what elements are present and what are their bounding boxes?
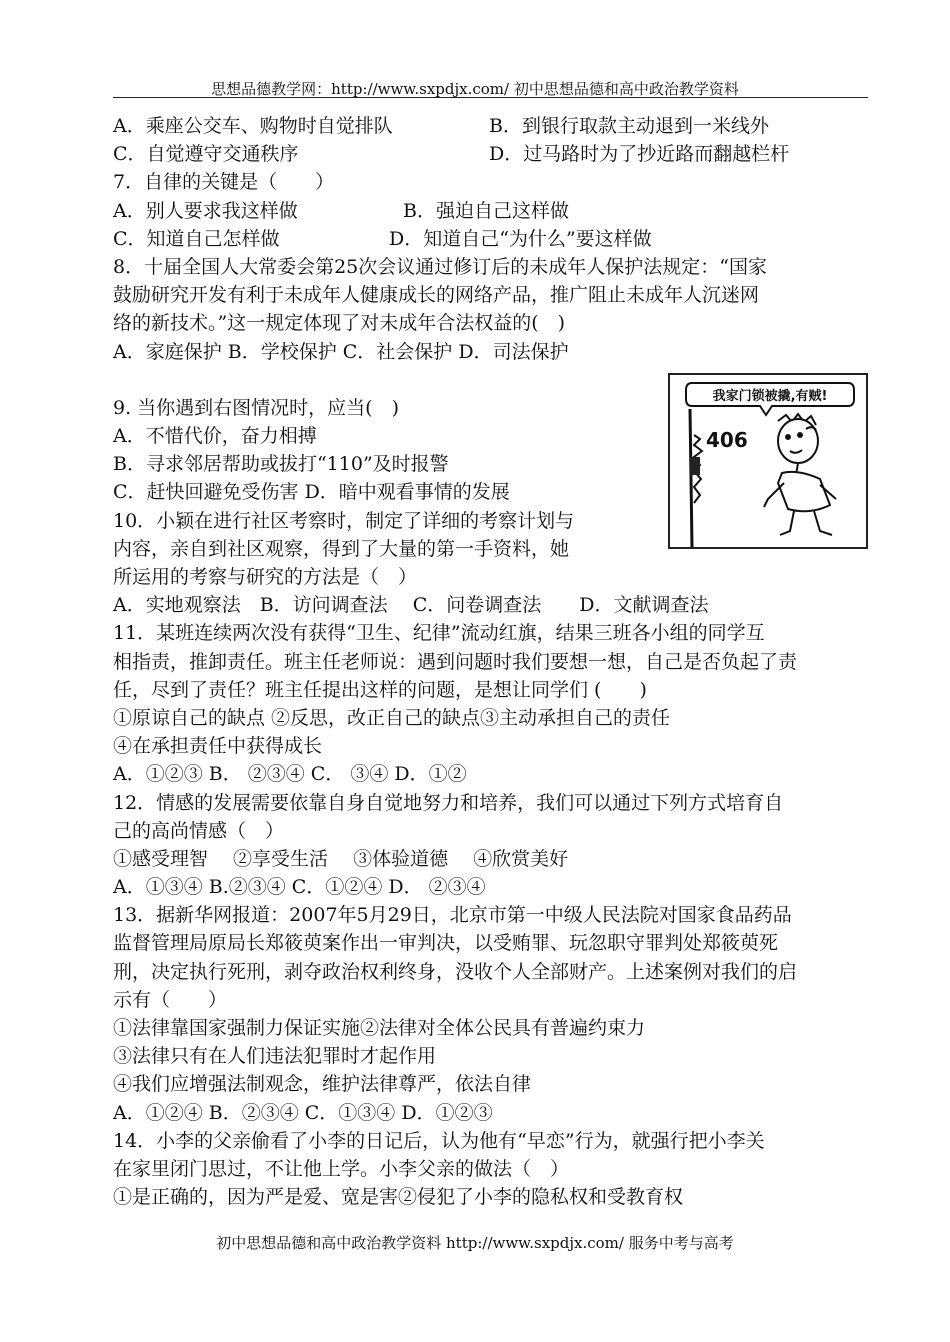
q13-line7: ④我们应增强法制观念，维护法律尊严，依法自律 [113, 1073, 532, 1096]
person-figure [764, 414, 836, 535]
q12-options: A．①③④ B.②③④ C．①②④ D． ②③④ [113, 876, 486, 899]
cartoon-drawing [670, 375, 866, 547]
q8-line3: 络的新技术。”这一规定体现了对未成年合法权益的( ) [113, 312, 566, 335]
page-header: 思想品德教学网：http://www.sxpdjx.com/ 初中思想品德和高中政治教学资料 [211, 80, 739, 98]
q12-line3: ①感受理智 ②享受生活 ③体验道德 ④欣赏美好 [113, 847, 569, 870]
q13-line4: 示有（ ） [113, 988, 228, 1011]
q14-line2: 在家里闭门思过，不让他上学。小李父亲的做法（ ） [113, 1157, 570, 1180]
header-divider [113, 97, 868, 98]
burglary-cartoon [668, 373, 868, 549]
q13-line2: 监督管理局原局长郑筱萸案作出一审判决，以受贿罪、玩忽职守罪判处郑筱萸死 [113, 932, 779, 955]
q9-option-a: A．不惜代价，奋力相搏 [113, 425, 317, 448]
q10-line1: 10．小颖在进行社区考察时，制定了详细的考察计划与 [113, 509, 575, 532]
q14-line1: 14．小李的父亲偷看了小李的日记后，认为他有“早恋”行为，就强行把小李关 [113, 1129, 765, 1152]
q11-line2: 相指责，推卸责任。班主任老师说：遇到问题时我们要想一想，自己是否负起了责 [113, 650, 798, 673]
q12-line1: 12．情感的发展需要依靠自身自觉地努力和培养，我们可以通过下列方式培育自 [113, 791, 784, 814]
q13-line6: ③法律只有在人们违法犯罪时才起作用 [113, 1045, 437, 1068]
q11-line4: ①原谅自己的缺点 ②反思，改正自己的缺点③主动承担自己的责任 [113, 706, 671, 729]
question-content [113, 112, 873, 1211]
q13-options: A．①②④ B．②③④ C．①③④ D．①②③ [113, 1101, 493, 1124]
door-edge [690, 409, 692, 547]
q6-option-b: B．到银行取款主动退到一米线外 [489, 115, 769, 137]
q7-option-a: A．别人要求我这样做 [113, 199, 298, 222]
q6-option-c: C．自觉遵守交通秩序 [113, 143, 299, 166]
q14-line3: ①是正确的，因为严是爱、宽是害②侵犯了小李的隐私权和受教育权 [113, 1186, 684, 1209]
q11-line1: 11．某班连续两次没有获得“卫生、纪律”流动红旗，结果三班各小组的同学互 [113, 622, 765, 645]
q8-options: A．家庭保护 B．学校保护 C．社会保护 D．司法保护 [113, 340, 569, 363]
page-footer: 初中思想品德和高中政治教学资料 http://www.sxpdjx.com/ 服务中考与高考 [216, 1234, 734, 1252]
q8-line2: 鼓励研究开发有利于未成年人健康成长的网络产品，推广阻止未成年人沉迷网 [113, 284, 760, 307]
q7-options-row2 [113, 225, 873, 253]
q7-option-c: C．知道自己怎样做 [113, 227, 280, 250]
q9-stem: 9. 当你遇到右图情况时，应当( ) [113, 396, 399, 419]
q8-line1: 8．十届全国人大常委会第25次会议通过修订后的未成年人保护法规定：“国家 [113, 255, 767, 278]
q6-option-d: D．过马路时为了抄近路而翻越栏杆 [489, 143, 790, 166]
q13-line1: 13．据新华网报道：2007年5月29日，北京市第一中级人民法院对国家食品药品 [113, 904, 792, 927]
q11-options: A．①②③ B． ②③④ C． ③④ D．①② [113, 763, 467, 786]
q13-line3: 刑，决定执行死刑，剥夺政治权利终身，没收个人全部财产。上述案例对我们的启 [113, 960, 798, 983]
q10-line2: 内容，亲自到社区观察，得到了大量的第一手资料，她 [113, 537, 570, 560]
q7-option-b: B．强迫自己这样做 [403, 199, 569, 222]
q13-line5: ①法律靠国家强制力保证实施②法律对全体公民具有普遍约束力 [113, 1017, 646, 1039]
q6-option-a: A．乘座公交车、购物时自觉排队 [113, 115, 393, 137]
q9-options-cd: C．赶快回避免受伤害 D．暗中观看事情的发展 [113, 481, 510, 504]
broken-lock [690, 457, 700, 475]
q6-options-row2 [113, 140, 873, 168]
q6-options-row1 [113, 112, 873, 140]
q10-options: A．实地观察法 B．访问调查法 C．问卷调查法 D．文献调查法 [113, 594, 709, 617]
door-number: 406 [706, 428, 748, 452]
q9-option-b: B．寻求邻居帮助或拔打“110”及时报警 [113, 453, 449, 476]
q11-line5: ④在承担责任中获得成长 [113, 735, 323, 758]
speech-text: 我家门锁被撬,有贼! [712, 389, 828, 404]
q11-line3: 任，尽到了责任？班主任提出这样的问题，是想让同学们 ( ) [113, 678, 647, 701]
q10-line3: 所运用的考察与研究的方法是（ ） [113, 566, 418, 588]
q7-options-row1 [113, 197, 873, 225]
q7-stem: 7．自律的关键是（ ） [113, 171, 335, 194]
q12-line2: 己的高尚情感（ ） [113, 819, 285, 842]
q7-option-d: D．知道自己“为什么”要这样做 [389, 227, 652, 250]
